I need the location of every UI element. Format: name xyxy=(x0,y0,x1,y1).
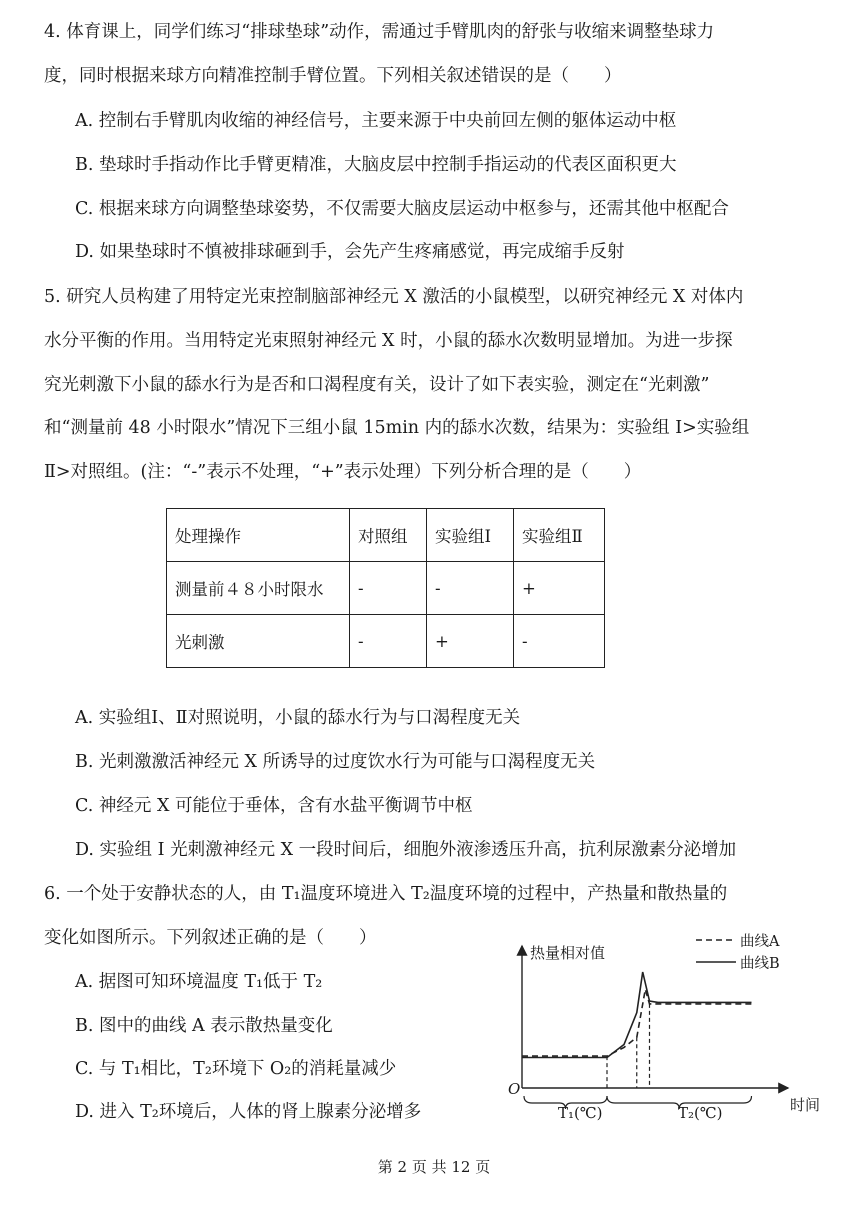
table-row xyxy=(167,615,605,668)
table-header-row xyxy=(167,509,605,562)
q5-stem-line1: 5. 研究人员构建了用特定光束控制脑部神经元 X 激活的小鼠模型，以研究神经元 X 对体内 xyxy=(44,287,744,307)
q6-option-c: C. 与 T₁相比，T₂环境下 O₂的消耗量减少 xyxy=(75,1059,397,1079)
x-axis-label: 时间 xyxy=(790,1096,821,1114)
q6-option-b: B. 图中的曲线 A 表示散热量变化 xyxy=(75,1016,333,1036)
phase-label-t2: T₂(℃) xyxy=(678,1104,723,1122)
q4-option-c: C. 根据来球方向调整垫球姿势，不仅需要大脑皮层运动中枢参与，还需其他中枢配合 xyxy=(75,199,729,219)
q4-option-b: B. 垫球时手指动作比手臂更精准，大脑皮层中控制手指运动的代表区面积更大 xyxy=(75,155,677,175)
phase-label-t1: T₁(℃) xyxy=(558,1104,603,1122)
q5-option-b: B. 光刺激激活神经元 X 所诱导的过度饮水行为可能与口渴程度无关 xyxy=(75,752,596,772)
experiment-table xyxy=(166,508,605,668)
origin-label: O xyxy=(508,1080,521,1098)
table-header-cell: 对照组 xyxy=(350,509,427,562)
legend-label-a: 曲线A xyxy=(740,934,780,950)
q5-option-d: D. 实验组 I 光刺激神经元 X 一段时间后，细胞外液渗透压升高，抗利尿激素分泌增加 xyxy=(75,840,737,860)
y-axis-label: 热量相对值 xyxy=(530,944,606,962)
q5-stem-line5: Ⅱ>对照组。(注：“-”表示不处理，“+”表示处理）下列分析合理的是（ ） xyxy=(44,462,642,482)
q4-stem-line2: 度，同时根据来球方向精准控制手臂位置。下列相关叙述错误的是（ ） xyxy=(44,66,622,86)
table-header-cell: 实验组Ⅰ xyxy=(427,509,514,562)
q4-stem-line1: 4. 体育课上，同学们练习“排球垫球”动作，需通过手臂肌肉的舒张与收缩来调整垫球力 xyxy=(44,22,715,42)
q6-option-d: D. 进入 T₂环境后，人体的肾上腺素分泌增多 xyxy=(75,1102,422,1122)
q6-stem-line2: 变化如图所示。下列叙述正确的是（ ） xyxy=(44,928,377,948)
table-header-cell: 处理操作 xyxy=(167,509,350,562)
q6-stem-line1: 6. 一个处于安静状态的人，由 T₁温度环境进入 T₂温度环境的过程中，产热量和散热量的 xyxy=(44,884,728,904)
table-cell: + xyxy=(427,615,514,668)
q5-stem-line4: 和“测量前 48 小时限水”情况下三组小鼠 15min 内的舔水次数，结果为：实验组 I>实验组 xyxy=(44,418,750,438)
q5-option-a: A. 实验组Ⅰ、Ⅱ对照说明，小鼠的舔水行为与口渴程度无关 xyxy=(75,708,521,728)
q4-option-d: D. 如果垫球时不慎被排球砸到手，会先产生疼痛感觉，再完成缩手反射 xyxy=(75,242,625,262)
table-row xyxy=(167,562,605,615)
table-cell: 光刺激 xyxy=(167,615,350,668)
page-footer: 第 2 页 共 12 页 xyxy=(377,1158,491,1176)
table-cell: - xyxy=(350,615,427,668)
q5-stem-line2: 水分平衡的作用。当用特定光束照射神经元 X 时，小鼠的舔水次数明显增加。为进一步探 xyxy=(44,331,733,351)
table-cell: - xyxy=(514,615,605,668)
legend-label-b: 曲线B xyxy=(740,956,780,972)
q6-option-a: A. 据图可知环境温度 T₁低于 T₂ xyxy=(75,972,323,992)
q4-option-a: A. 控制右手臂肌肉收缩的神经信号，主要来源于中央前回左侧的躯体运动中枢 xyxy=(75,111,677,131)
q5-option-c: C. 神经元 X 可能位于垂体，含有水盐平衡调节中枢 xyxy=(75,796,473,816)
q5-stem-line3: 究光刺激下小鼠的舔水行为是否和口渴程度有关，设计了如下表实验，测定在“光刺激” xyxy=(44,375,710,395)
table-header-cell: 实验组Ⅱ xyxy=(514,509,605,562)
table-cell: + xyxy=(514,562,605,615)
table-cell: 测量前４８小时限水 xyxy=(167,562,350,615)
table-cell: - xyxy=(427,562,514,615)
heat-chart xyxy=(490,930,830,1130)
table-cell: - xyxy=(350,562,427,615)
